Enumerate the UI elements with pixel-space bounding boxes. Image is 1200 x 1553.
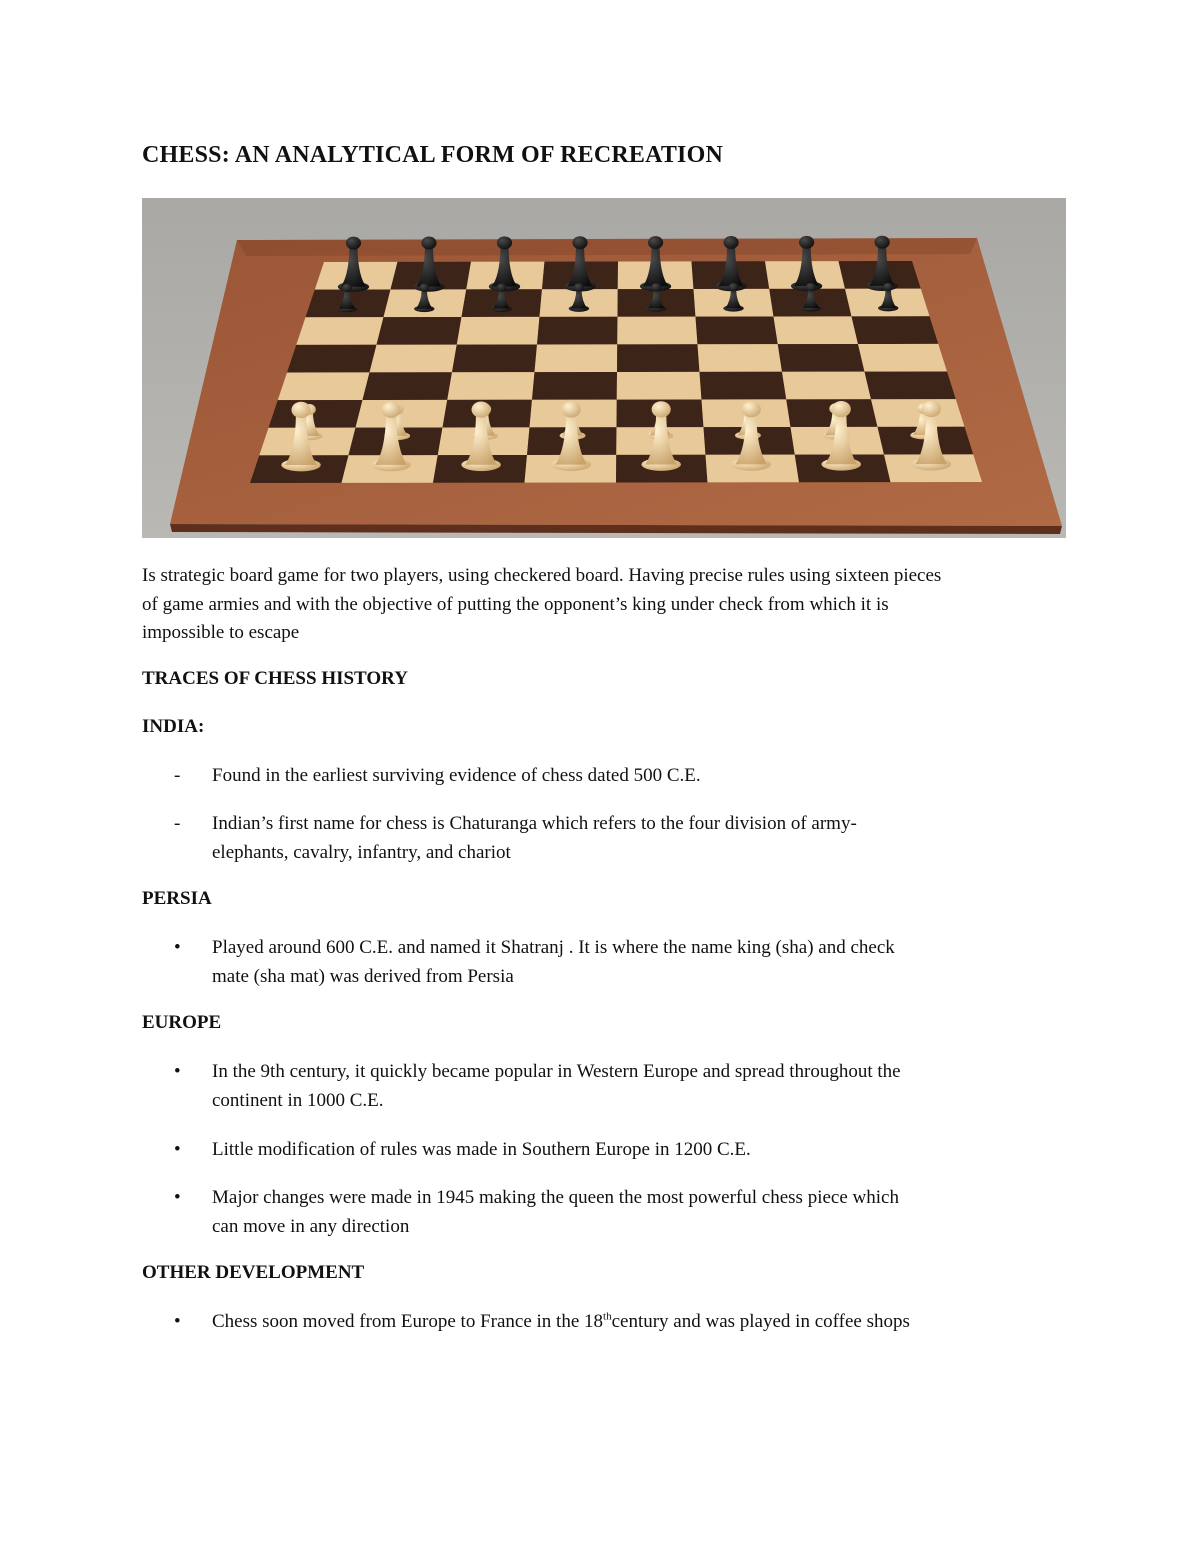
section-heading-persia: PERSIA [142,888,212,909]
list-item: Little modification of rules was made in Southern Europe in 1200 C.E. [212,1139,751,1160]
section-heading-other-development: OTHER DEVELOPMENT [142,1262,365,1283]
board-squares [250,261,982,483]
board-square [774,316,859,344]
intro-paragraph: Is strategic board game for two players, using checkered board. Having precise rules using sixteen pieces of game armies and with the objective of putting the opponent’s king under check from which it is impossible to escape [142,565,942,643]
board-square [778,344,865,372]
board-square [535,344,618,372]
list-bullet-marker: • [174,1139,181,1160]
list-bullet-marker: • [174,1311,181,1332]
board-square [447,372,534,400]
board-square [363,372,453,400]
list-item: In the 9th century, it quickly became popular in Western Europe and spread throughout the continent in 1000 C.E. [212,1061,901,1111]
board-square [871,399,965,427]
list-item: Major changes were made in 1945 making the queen the most powerful chess piece which can move in any direction [212,1187,899,1237]
board-square [452,345,537,373]
board-square [698,344,783,372]
board-square [457,317,540,345]
board-square [370,345,457,373]
section-heading-history: TRACES OF CHESS HISTORY [142,668,408,689]
list-item: Found in the earliest surviving evidence of chess dated 500 C.E. [212,765,701,786]
board-square [532,372,617,400]
list-item: Indian’s first name for chess is Chaturanga which refers to the four division of army- elephants, cavalry, infantry, and chariot [212,813,857,863]
list-item: Played around 600 C.E. and named it Shatranj . It is where the name king (sha) and check mate (sha mat) was derived from Persia [212,937,895,987]
document-title: CHESS: AN ANALYTICAL FORM OF RECREATION [142,142,723,168]
board-square [696,317,778,345]
chessboard-photo [142,198,1066,538]
board-square [782,372,871,400]
board-square [858,344,947,372]
board-square [700,372,787,400]
board-square [617,372,702,400]
list-item: Chess soon moved from Europe to France in the 18thcentury and was played in coffee shops [212,1310,910,1332]
section-heading-india: INDIA: [142,716,205,737]
list-dash-marker: - [174,765,181,786]
section-heading-europe: EUROPE [142,1012,222,1033]
board-square [617,344,700,372]
list-dash-marker: - [174,813,181,834]
board-square [537,317,618,345]
board-square [852,316,939,344]
board-square [617,317,697,345]
board-square [865,372,956,400]
board-square [377,317,462,345]
list-bullet-marker: • [174,1187,181,1208]
board-square [269,400,363,428]
list-bullet-marker: • [174,937,181,958]
list-bullet-marker: • [174,1061,181,1082]
board-square [296,317,383,345]
board-square [287,345,377,373]
board-square [278,372,370,400]
